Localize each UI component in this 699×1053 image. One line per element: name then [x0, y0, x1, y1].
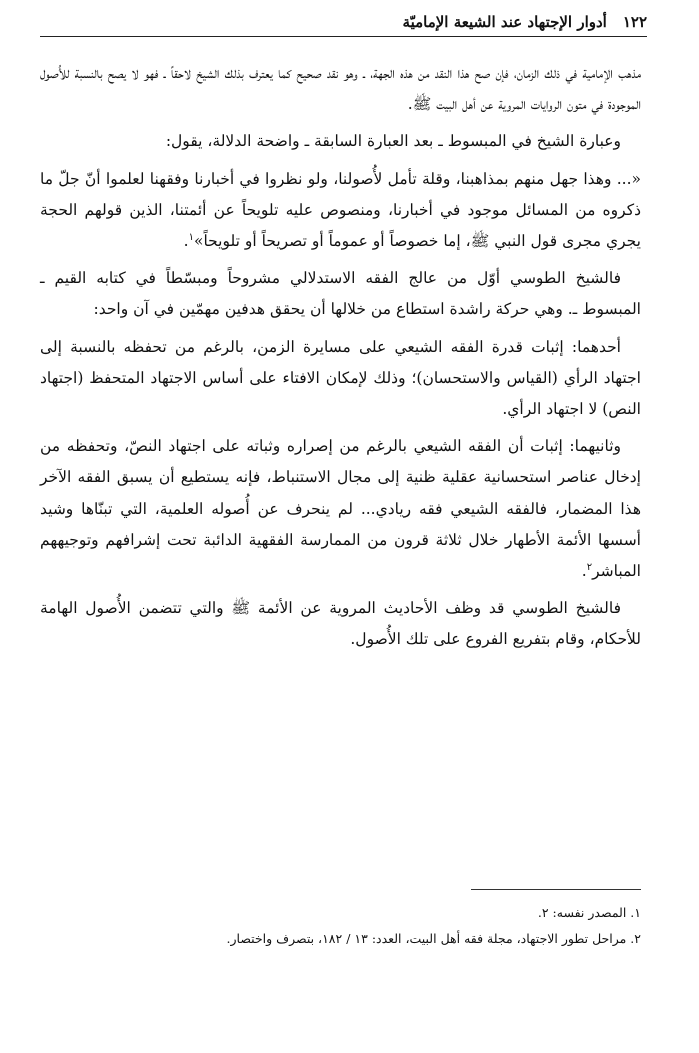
paragraph-conclusion [40, 593, 641, 655]
paragraph-text: أحدهما: إثبات قدرة الفقه الشيعي على مسايرة الزمن، بالرغم من تحفظه بالنسبة إلى اجتهاد الرأي (القياس والاستحسان)؛ وذلك لإمكان الافتاء على أساس الاجتهاد المتحفظ (اجتهاد النص) لا اجتهاد الرأي. [40, 337, 641, 419]
paragraph-text: مذهب الإمامية في ذلك الزمان، فإن صح هذا النقد من هذه الجهة، ـ وهو نقد صحيح كما يعترف بذلك الشيخ لاحقاً ـ فهو لا يصح بالنسبة للأُصول الموجودة في متون الروايات المروية عن أهل البيت ﷺ. [40, 64, 641, 114]
running-header [40, 8, 647, 37]
quotation: «... وهذا جهل منهم بمذاهبنا، وقلة تأمل لأُصولنا، ولو نظروا في أخبارنا وفقهنا لعلموا أنّ جلّ ما ذكروه من المسائل موجود في أخبارنا، ومنصوص عليه تلويحاً عن أئمتنا، الذين قولهم الحجة يجري مجرى قول النبي ﷺ، إما خصوصاً أو عموماً أو تصريحاً أو تلويحاً»$^١$. [40, 169, 641, 251]
footnote-2: ٢. مراحل تطور الاجتهاد، مجلة فقه أهل البيت، العدد: ١٣ / ١٨٢، بتصرف واختصار. [226, 931, 641, 946]
footnote-divider [471, 889, 641, 890]
paragraph-intro-quote [40, 126, 641, 157]
paragraph-text: وثانيهما: إثبات أن الفقه الشيعي بالرغم من إصراره وثباته على اجتهاد النصّ، وتحفظه من إدخال عناصر استحسانية عقلية ظنية إلى مجال الاستنباط، فإنه يستطيع أن يسبق الفقه الآخر هذا المضمار، فالفقه الشيعي فقه ريادي... لم ينحرف عن أُصوله العلمية، التي تبنّاها وشيد أسسها الأئمة الأطهار خلال ثلاثة قرون من الممارسة الفقهية الدائبة تحت إشرافهم وتوجيههم المباشر [40, 437, 641, 581]
paragraph-second-goal: وثانيهما: إثبات أن الفقه الشيعي بالرغم من إصراره وثباته على اجتهاد النصّ، وتحفظه من إدخال عناصر استحسانية عقلية ظنية إلى مجال الاستنباط، فإنه يستطيع أن يسبق الفقه الآخر هذا المضمار، فالفقه الشيعي فقه ريادي... لم ينحرف عن أُصوله العلمية، التي تبنّاها وشيد أسسها الأئمة الأطهار خلال ثلاثة قرون من الممارسة الفقهية الدائبة تحت إشرافهم وتوجيههم المباشر$^٢$. [40, 437, 641, 581]
paragraph-continuation [40, 58, 641, 120]
paragraph-tusi [40, 263, 641, 325]
paragraph-text: «... وهذا جهل منهم بمذاهبنا، وقلة تأمل لأُصولنا، ولو نظروا في أخبارنا وفقهنا لعلموا أنّ جلّ ما ذكروه من المسائل موجود في أخبارنا، ومنصوص عليه تلويحاً عن أئمتنا، الذين قولهم الحجة يجري مجرى قول النبي ﷺ، إما خصوصاً أو عموماً أو تصريحاً أو تلويحاً» [40, 169, 641, 251]
paragraph-text: وعبارة الشيخ في المبسوط ـ بعد العبارة السابقة ـ واضحة الدلالة، يقول: [165, 132, 621, 151]
footnote-marker-2: ٢ [586, 561, 593, 573]
paragraph-text: فالشيخ الطوسي قد وظف الأحاديث المروية عن الأئمة ﷺ والتي تتضمن الأُصول الهامة للأحكام، وقام بتفريع الفروع على تلك الأُصول. [40, 599, 641, 649]
page-number: ١٢٢ [622, 13, 647, 31]
footnote-marker-1: ١ [188, 231, 194, 243]
main-text [40, 58, 641, 662]
footnotes [40, 900, 641, 952]
paragraph-first-goal [40, 332, 641, 426]
running-title: أدوار الإجتهاد عند الشيعة الإماميّة [402, 13, 607, 31]
paragraph-text: فالشيخ الطوسي أوّل من عالج الفقه الاستدلالي مشروحاً ومبسّطاً في كتابه القيم ـ المبسوط ـ. وهي حركة راشدة استطاع من خلالها أن يحقق هدفين مهمّين في آن واحد: [40, 269, 641, 319]
footnote-1: ١. المصدر نفسه: ٢. [537, 905, 641, 920]
